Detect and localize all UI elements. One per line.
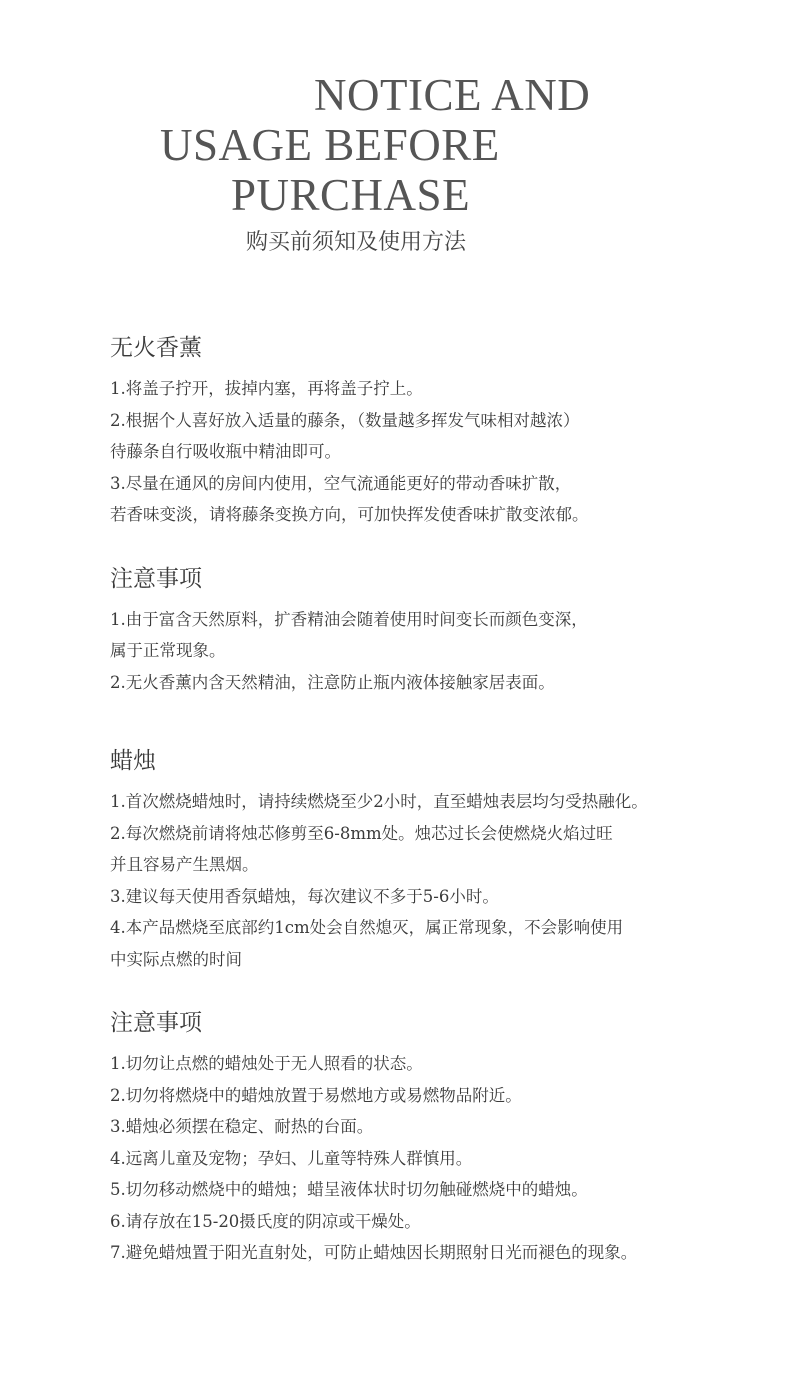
instruction-line: 属于正常现象。 bbox=[110, 641, 226, 660]
instruction-line: 3.蜡烛必须摆在稳定、耐热的台面。 bbox=[110, 1117, 374, 1136]
instruction-line: 1.将盖子拧开，拔掉内塞，再将盖子拧上。 bbox=[110, 379, 423, 398]
section-reed-diffuser bbox=[110, 332, 770, 531]
instruction-line: 3.尽量在通风的房间内使用，空气流通能更好的带动香味扩散， bbox=[110, 473, 572, 493]
instruction-line: 2.无火香薰内含天然精油，注意防止瓶内液体接触家居表面。 bbox=[110, 672, 555, 692]
instruction-line: 4.远离儿童及宠物；孕妇、儿童等特殊人群慎用。 bbox=[110, 1148, 473, 1168]
instruction-line: 1.首次燃烧蜡烛时，请持续燃烧至少2小时，直至蜡烛表层均匀受热融化。 bbox=[110, 792, 648, 811]
instruction-line: 6.请存放在15-20摄氏度的阴凉或干燥处。 bbox=[110, 1211, 421, 1231]
instruction-line: 5.切勿移动燃烧中的蜡烛；蜡呈液体状时切勿触碰燃烧中的蜡烛。 bbox=[110, 1180, 588, 1199]
instruction-line: 7.避免蜡烛置于阳光直射处，可防止蜡烛因长期照射日光而褪色的现象。 bbox=[110, 1243, 638, 1262]
section-heading: 蜡烛 bbox=[110, 748, 156, 774]
section-candle-notes bbox=[110, 1007, 770, 1269]
instruction-line: 2.切勿将燃烧中的蜡烛放置于易燃地方或易燃物品附近。 bbox=[110, 1085, 522, 1105]
section-candle bbox=[110, 745, 770, 975]
instructions-content bbox=[110, 332, 770, 1301]
section-heading: 注意事项 bbox=[110, 1010, 202, 1036]
page-title-line-2: USAGE BEFORE bbox=[160, 120, 500, 170]
instruction-line: 待藤条自行吸收瓶中精油即可。 bbox=[110, 442, 341, 461]
instruction-line: 1.切勿让点燃的蜡烛处于无人照看的状态。 bbox=[110, 1054, 423, 1073]
instruction-line: 2.每次燃烧前请将烛芯修剪至6-8mm处。烛芯过长会使燃烧火焰过旺 bbox=[110, 823, 613, 843]
instruction-line: 3.建议每天使用香氛蜡烛，每次建议不多于5-6小时。 bbox=[110, 886, 499, 906]
page-subtitle: 购买前须知及使用方法 bbox=[246, 230, 467, 255]
section-heading: 无火香薰 bbox=[110, 335, 202, 361]
section-heading: 注意事项 bbox=[110, 565, 202, 592]
page-title-line-1: NOTICE AND bbox=[314, 70, 591, 120]
instruction-line: 4.本产品燃烧至底部约1cm处会自然熄灭，属正常现象，不会影响使用 bbox=[110, 918, 624, 937]
page-title-line-3: PURCHASE bbox=[231, 170, 471, 220]
instruction-line: 2.根据个人喜好放入适量的藤条，（数量越多挥发气味相对越浓） bbox=[110, 410, 580, 430]
instruction-line: 并且容易产生黑烟。 bbox=[110, 855, 259, 874]
instruction-line: 中实际点燃的时间 bbox=[110, 949, 242, 969]
instruction-line: 若香味变淡，请将藤条变换方向，可加快挥发使香味扩散变浓郁。 bbox=[110, 505, 589, 524]
instruction-line: 1.由于富含天然原料，扩香精油会随着使用时间变长而颜色变深， bbox=[110, 609, 588, 629]
section-diffuser-notes bbox=[110, 563, 770, 699]
